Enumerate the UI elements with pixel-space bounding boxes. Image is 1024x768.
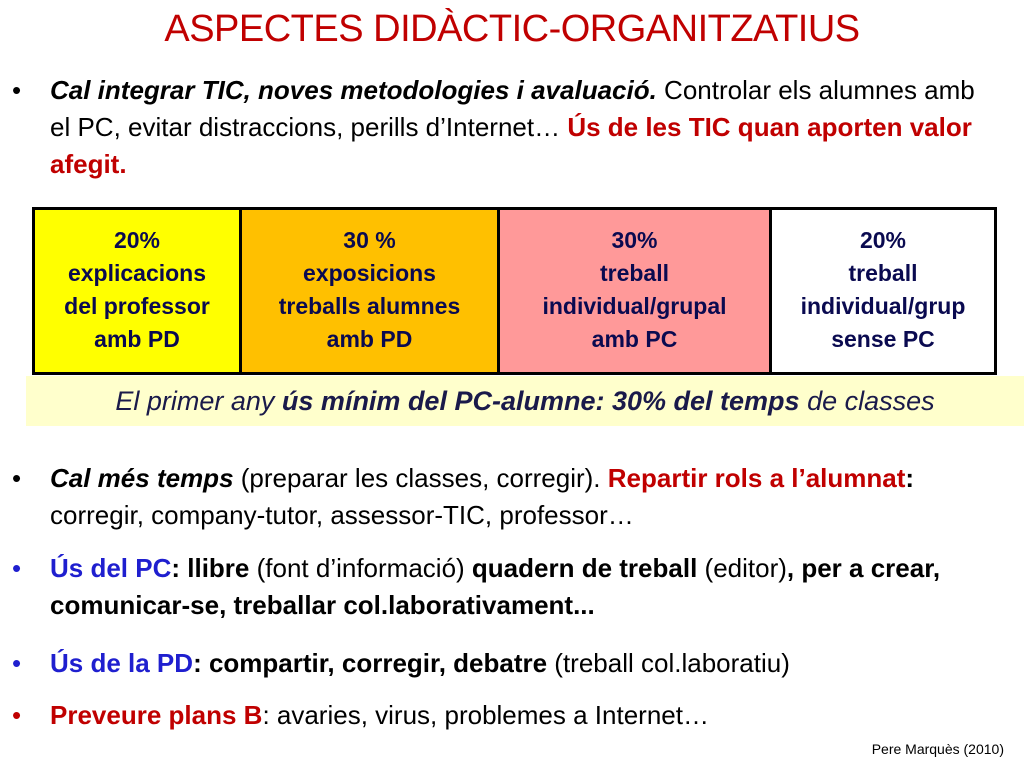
box-percent: 30 % (343, 227, 396, 253)
note-text: de classes (799, 386, 935, 416)
box-line: individual/grupal (542, 293, 727, 319)
box-percent: 20% (859, 227, 907, 253)
box-teacher-explanations (35, 210, 242, 372)
bullet-highlight: Repartir rols a l’alumnat (607, 463, 906, 493)
box-student-presentations (242, 210, 500, 372)
bullet-text (50, 697, 1000, 734)
bullet-marker: • (12, 648, 22, 678)
bullet-body: (treball col.laboratiu) (547, 648, 790, 678)
bullet-body: (preparar les classes, corregir). (233, 463, 608, 493)
box-line: amb PC (591, 326, 678, 352)
box-line: treballs alumnes (278, 293, 461, 319)
bullet-marker: • (12, 700, 22, 730)
bullet-body: (font d’informació) (249, 553, 472, 583)
bullet-body: Controlar els alumnes amb el PC, evitar distraccions, perills d’Internet… (50, 75, 975, 142)
box-line: amb PD (326, 326, 413, 352)
bullet-emphasis: quadern de treball (471, 553, 698, 583)
bullet-highlight: Ús de la PD (50, 648, 194, 678)
box-line: treball (599, 260, 670, 286)
note-text: El primer any (115, 386, 282, 416)
box-work-with-pc (500, 210, 772, 372)
bullet-text (50, 645, 1000, 682)
box-line: amb PD (94, 326, 180, 352)
bullet-marker: • (12, 553, 22, 583)
time-distribution-boxes (32, 207, 997, 375)
bullet-emphasis: , per a crear, comunicar-se, treballar col.laborativament... (50, 553, 941, 620)
bullet-highlight: Preveure plans B (50, 700, 263, 730)
bullet-text (50, 72, 1000, 183)
box-work-without-pc (772, 210, 994, 372)
bullet-marker: • (12, 463, 22, 493)
box-percent: 30% (611, 227, 658, 253)
bullet-body: corregir, company-tutor, assessor-TIC, professor… (50, 500, 634, 530)
bullet-pd-use (0, 645, 1000, 682)
bullet-highlight: Ús del PC (50, 553, 172, 583)
bullet-emphasis: Cal integrar TIC, noves metodologies i avaluació. (50, 75, 657, 105)
box-line: sense PC (831, 326, 935, 352)
first-year-note (26, 376, 1024, 426)
box-percent: 20% (113, 227, 161, 253)
note-emphasis: ús mínim del PC-alumne: 30% del temps (281, 386, 800, 416)
bullet-marker: • (12, 75, 22, 105)
bullet-emphasis: : compartir, corregir, debatre (193, 648, 548, 678)
author-credit: Pere Marquès (2010) (871, 741, 1004, 757)
box-line: del professor (64, 293, 210, 319)
box-line: exposicions (303, 260, 436, 286)
slide-title: ASPECTES DIDÀCTIC-ORGANITZATIUS (164, 8, 860, 50)
bullet-integrate-tic (0, 72, 1000, 183)
box-line: explicacions (67, 260, 207, 286)
bullet-plan-b (0, 697, 1000, 734)
bullet-more-time (0, 460, 1000, 534)
bullet-highlight: Ús de les TIC quan aporten valor afegit. (50, 112, 972, 179)
bullet-body: : avaries, virus, problemes a Internet… (262, 700, 709, 730)
bullet-text (50, 460, 1000, 534)
bullet-pc-use (0, 550, 1000, 624)
bullet-colon: : (905, 463, 915, 493)
box-line: individual/grup (800, 293, 966, 319)
bullet-emphasis: : llibre (171, 553, 250, 583)
bullet-emphasis: Cal més temps (50, 463, 234, 493)
bullet-body: (editor) (697, 553, 787, 583)
bullet-text (50, 550, 1000, 624)
box-line: treball (848, 260, 918, 286)
